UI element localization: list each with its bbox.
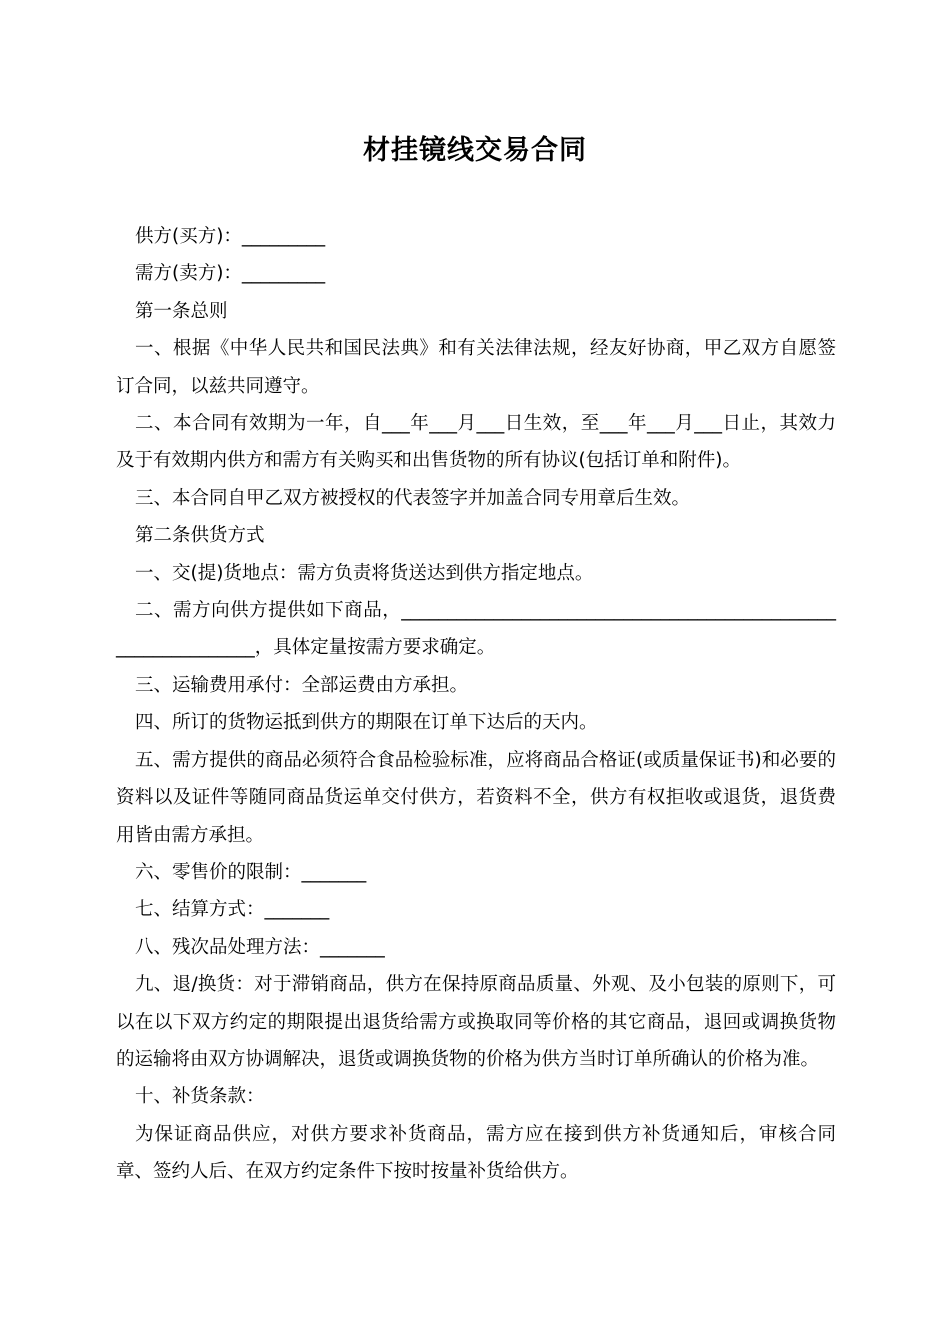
article-1-clause-3: 三、本合同自甲乙双方被授权的代表签字并加盖合同专用章后生效。 xyxy=(135,487,691,509)
article-1-heading: 第一条总则 xyxy=(135,300,228,322)
article-2-clause-1: 一、交(提)货地点：需方负责将货送达到供方指定地点。 xyxy=(135,562,594,584)
article-1-clause-2: 二、本合同有效期为一年，自___年___月___日生效，至___年___月___日止，其效力及于有效期内供方和需方有关购买和出售货物的所有协议(包括订单和附件)。 xyxy=(116,413,836,472)
article-2-clause-8: 八、残次品处理方法：_______ xyxy=(135,936,385,958)
document-body xyxy=(116,218,836,1191)
article-2-heading: 第二条供货方式 xyxy=(135,525,265,547)
article-1-clause-1: 一、根据《中华人民共和国民法典》和有关法律法规，经友好协商，甲乙双方自愿签订合同，以兹共同遵守。 xyxy=(116,338,836,397)
buyer-line: 需方(卖方)：_________ xyxy=(135,263,326,285)
article-2-clause-5: 五、需方提供的商品必须符合食品检验标准，应将商品合格证(或质量保证书)和必要的资料以及证件等随同商品货运单交付供方，若资料不全，供方有权拒收或退货，退货费用皆由需方承担。 xyxy=(116,749,836,846)
article-2-clause-7: 七、结算方式：_______ xyxy=(135,899,330,921)
article-2-clause-3: 三、运输费用承付：全部运费由方承担。 xyxy=(135,674,469,696)
article-2-clause-10: 十、补货条款： xyxy=(135,1086,265,1108)
document-title: 材挂镜线交易合同 xyxy=(363,135,587,166)
replenishment-paragraph: 为保证商品供应，对供方要求补货商品，需方应在接到供方补货通知后，审核合同章、签约人后、在双方约定条件下按时按量补货给供方。 xyxy=(116,1123,836,1183)
supplier-line: 供方(买方)：_________ xyxy=(135,226,326,247)
article-2-clause-9: 九、退/换货：对于滞销商品，供方在保持原商品质量、外观、及小包装的原则下，可以在以下双方约定的期限提出退货给需方或换取同等价格的其它商品，退回或调换货物的运输将由双方协调解决，退货或调换货物的价格为供方当时订单所确认的价格为准。 xyxy=(116,974,836,1070)
article-2-clause-2: 二、需方向供方提供如下商品，______________________________________________________________，具体定量按需方要求确定。 xyxy=(116,600,836,659)
article-2-clause-6: 六、零售价的限制：_______ xyxy=(135,861,367,883)
article-2-clause-4: 四、所订的货物运抵到供方的期限在订单下达后的天内。 xyxy=(135,712,598,734)
